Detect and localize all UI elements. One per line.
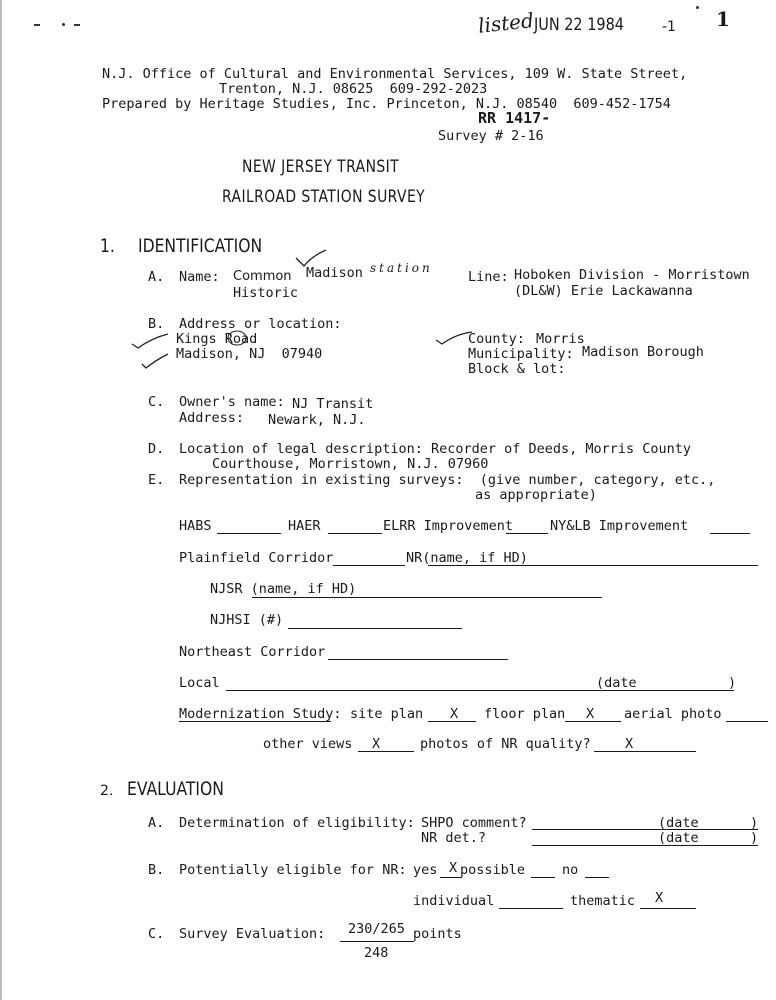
historic-label: Historic xyxy=(233,285,299,301)
plainfield-blank[interactable] xyxy=(333,565,405,566)
thematic-blank[interactable] xyxy=(640,908,696,909)
nr-blank[interactable] xyxy=(428,565,758,566)
no-label: no xyxy=(562,862,579,878)
section-1-number: 1. xyxy=(100,235,115,257)
possible-label: possible xyxy=(460,862,526,878)
njsr-label: NJSR (name, if HD) xyxy=(210,581,357,597)
local-date-label: (date xyxy=(596,675,637,691)
owner-address-label: Address: xyxy=(179,410,245,426)
check-mark-icon xyxy=(140,352,170,372)
survey-eval-blank[interactable] xyxy=(340,941,414,942)
nrdet-blank[interactable] xyxy=(532,845,758,846)
item-b-letter: B. xyxy=(148,316,165,332)
shpo-blank[interactable] xyxy=(532,829,758,830)
yes-value: X xyxy=(449,860,458,876)
site-plan-value: X xyxy=(450,706,459,722)
address-line-2: Madison, NJ 07940 xyxy=(176,346,323,362)
owner-address-value: Newark, N.J. xyxy=(268,412,366,428)
item-e-letter: E. xyxy=(148,472,165,488)
shpo-date-close: ) xyxy=(750,815,759,831)
common-value: Madison xyxy=(306,265,363,281)
check-mark-icon xyxy=(434,330,474,348)
site-plan-label: site plan xyxy=(350,706,424,722)
municipality-label: Municipality: xyxy=(468,346,574,362)
county-label: County: xyxy=(468,331,525,347)
check-mark-icon xyxy=(294,248,328,268)
page-suffix: -1 xyxy=(662,19,676,35)
existing-surveys-line-2: as appropriate) xyxy=(475,487,597,503)
title-line-2: RAILROAD STATION SURVEY xyxy=(222,187,426,207)
scan-speck xyxy=(34,24,40,26)
individual-label: individual xyxy=(413,893,495,909)
listed-stamp: listed xyxy=(476,8,535,38)
floor-plan-blank[interactable] xyxy=(565,721,621,722)
agency-line-1: N.J. Office of Cultural and Environmental Services, 109 W. State Street, xyxy=(102,66,688,82)
njhsi-label: NJHSI (#) xyxy=(210,612,284,628)
habs-blank[interactable] xyxy=(217,533,281,534)
item-a-letter: A. xyxy=(148,269,165,285)
yes-label: yes xyxy=(413,862,438,878)
section-2-number: 2. xyxy=(100,783,114,799)
njhsi-blank[interactable] xyxy=(288,628,462,629)
shpo-label: SHPO comment? xyxy=(421,815,527,831)
line-label: Line: xyxy=(468,269,509,285)
legal-desc-line-2: Courthouse, Morristown, N.J. 07960 xyxy=(212,456,489,472)
modernization-label: Modernization Study: xyxy=(179,706,342,722)
scan-speck xyxy=(74,24,80,26)
check-mark-icon xyxy=(130,332,170,352)
photos-nr-blank[interactable] xyxy=(594,751,696,752)
shpo-date-label: (date xyxy=(658,815,699,831)
njsr-blank[interactable] xyxy=(252,597,602,598)
nylb-label: NY&LB Improvement xyxy=(550,518,689,534)
scan-speck xyxy=(62,23,65,26)
floor-plan-label: floor plan xyxy=(484,706,566,722)
elrr-label: ELRR Improvement xyxy=(383,518,514,534)
eval-a-letter: A. xyxy=(148,815,165,831)
points-label: points xyxy=(413,926,462,942)
name-label: Name: xyxy=(179,269,220,285)
other-views-blank[interactable] xyxy=(358,751,414,752)
northeast-label: Northeast Corridor xyxy=(179,644,326,660)
thematic-label: thematic xyxy=(570,893,636,909)
agency-line-3: Prepared by Heritage Studies, Inc. Princeton, N.J. 08540 609-452-1754 xyxy=(102,96,671,112)
survey-eval-value: 230/265 xyxy=(348,921,405,937)
no-blank[interactable] xyxy=(585,877,609,878)
site-plan-blank[interactable] xyxy=(428,721,476,722)
item-d-letter: D. xyxy=(148,441,165,457)
plainfield-label: Plainfield Corridor xyxy=(179,550,334,566)
survey-eval-label: Survey Evaluation: xyxy=(179,926,326,942)
section-1-heading: IDENTIFICATION xyxy=(138,235,263,257)
item-c-letter: C. xyxy=(148,394,165,410)
determination-label: Determination of eligibility: xyxy=(179,815,415,831)
owner-value: NJ Transit xyxy=(292,396,374,412)
local-blank[interactable] xyxy=(226,690,734,691)
county-value: Morris xyxy=(536,331,585,347)
existing-surveys-line-1: Representation in existing surveys: (give number, category, etc., xyxy=(179,472,716,488)
rr-number: RR 1417- xyxy=(478,109,551,127)
other-views-value: X xyxy=(372,736,381,752)
title-line-1: NEW JERSEY TRANSIT xyxy=(242,157,400,177)
haer-label: HAER xyxy=(288,518,321,534)
address-line-1: Kings Road xyxy=(176,331,258,347)
nylb-blank[interactable] xyxy=(710,533,750,534)
haer-blank[interactable] xyxy=(328,533,382,534)
circle-mark-icon xyxy=(226,329,248,347)
common-label: Common xyxy=(233,269,292,284)
aerial-photo-label: aerial photo xyxy=(624,706,722,722)
owner-label: Owner's name: xyxy=(179,394,285,410)
local-label: Local xyxy=(179,675,220,691)
habs-label: HABS xyxy=(179,518,212,534)
potentially-eligible-label: Potentially eligible for NR: xyxy=(179,862,407,878)
eval-b-letter: B. xyxy=(148,862,165,878)
aerial-photo-blank[interactable] xyxy=(726,721,768,722)
northeast-blank[interactable] xyxy=(328,659,508,660)
modernization-underline xyxy=(179,721,331,722)
thematic-value: X xyxy=(655,890,664,906)
handwritten-station: station xyxy=(370,261,433,275)
eval-c-letter: C. xyxy=(148,926,165,942)
photos-nr-value: X xyxy=(625,736,634,752)
listed-date: JUN 22 1984 xyxy=(534,15,625,35)
nr-label: NR(name, if HD) xyxy=(406,550,528,566)
scan-edge xyxy=(0,0,2,1000)
section-2-heading: EVALUATION xyxy=(127,778,224,800)
municipality-value: Madison Borough xyxy=(582,344,704,360)
survey-eval-total: 248 xyxy=(364,945,389,961)
nrdet-date-label: (date xyxy=(658,830,699,846)
block-lot-label: Block & lot: xyxy=(468,361,566,377)
floor-plan-value: X xyxy=(586,706,595,722)
legal-desc-line-1: Location of legal description: Recorder of Deeds, Morris County xyxy=(179,441,692,457)
possible-blank[interactable] xyxy=(531,877,555,878)
other-views-label: other views xyxy=(263,736,353,752)
elrr-blank[interactable] xyxy=(506,533,548,534)
line-value-1: Hoboken Division - Morristown xyxy=(514,267,750,283)
page-number: 1 xyxy=(716,7,730,31)
agency-line-2: Trenton, N.J. 08625 609-292-2023 xyxy=(219,81,488,97)
photos-nr-label: photos of NR quality? xyxy=(420,736,591,752)
address-label: Address or location: xyxy=(179,316,342,332)
line-value-2: (DL&W) Erie Lackawanna xyxy=(514,283,693,299)
yes-blank[interactable] xyxy=(440,877,462,878)
nrdet-date-close: ) xyxy=(750,830,759,846)
individual-blank[interactable] xyxy=(499,908,563,909)
survey-number: Survey # 2-16 xyxy=(438,128,544,144)
nrdet-label: NR det.? xyxy=(421,830,487,846)
local-date-close: ) xyxy=(728,675,737,691)
scan-speck xyxy=(696,6,699,9)
